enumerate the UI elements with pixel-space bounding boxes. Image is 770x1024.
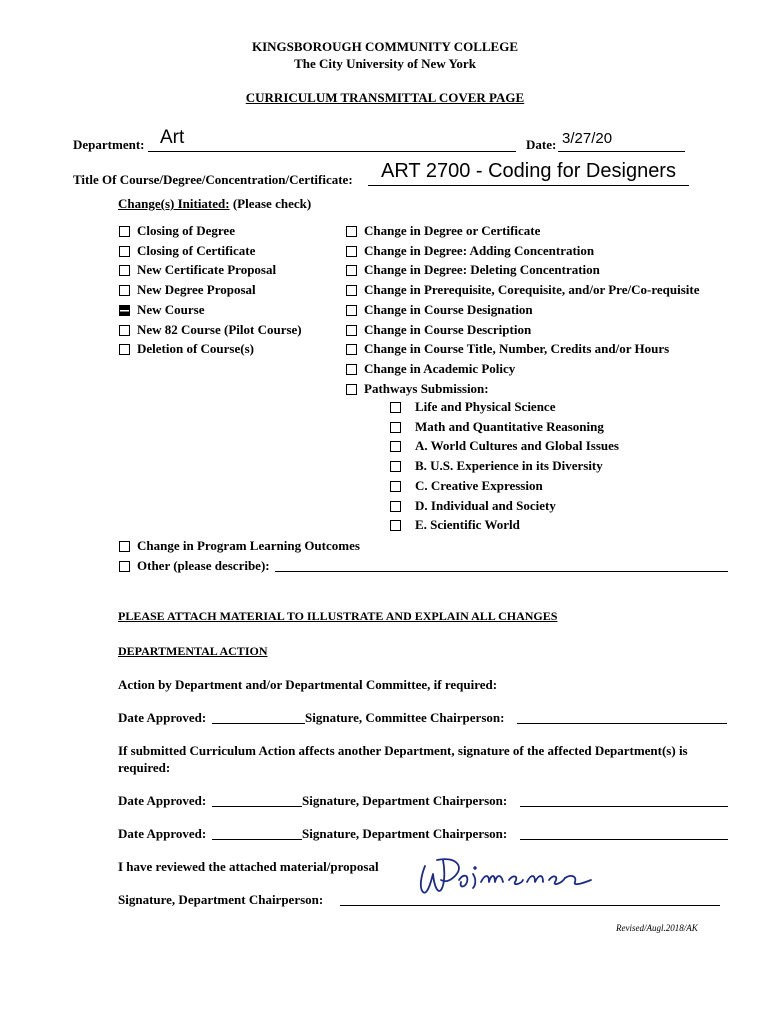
left-option-label: Deletion of Course(s) <box>137 341 254 357</box>
affected-text: If submitted Curriculum Action affects another Department, signature of the affected Department(s) is required: <box>118 743 688 775</box>
bottom-option-label: Change in Program Learning Outcomes <box>137 538 360 553</box>
date-approved-line-2[interactable] <box>212 806 302 807</box>
right-option-label: Change in Degree: Deleting Concentration <box>364 262 600 278</box>
date-underline <box>558 151 685 152</box>
departmental-action-heading: DEPARTMENTAL ACTION <box>118 644 268 658</box>
sig-dept-line-1[interactable] <box>520 806 728 807</box>
right-option-label: Pathways Submission: <box>364 380 489 396</box>
left-option-checkbox[interactable] <box>119 265 130 276</box>
sig-chair-line[interactable] <box>340 905 720 906</box>
right-option-checkbox[interactable] <box>346 364 357 375</box>
signature-image <box>415 852 605 902</box>
right-option-checkbox[interactable] <box>346 325 357 336</box>
sig-chair-label: Signature, Department Chairperson: <box>118 892 324 907</box>
left-option-label: New Certificate Proposal <box>137 262 277 278</box>
title-underline <box>368 185 689 186</box>
left-option-label: New Degree Proposal <box>137 282 256 298</box>
pathways-option-label: C. Creative Expression <box>415 477 543 493</box>
right-option-label: Change in Degree or Certificate <box>364 223 541 238</box>
title-field[interactable]: ART 2700 - Coding for Designers <box>381 160 676 182</box>
date-approved-label-1: Date Approved: <box>118 710 207 725</box>
reviewed-text: I have reviewed the attached material/proposal <box>118 859 379 874</box>
left-option-checkbox[interactable] <box>119 285 130 296</box>
right-option-label: Change in Course Designation <box>364 301 533 317</box>
bottom-option-checkbox[interactable] <box>119 541 130 552</box>
right-option-checkbox[interactable] <box>346 246 357 257</box>
right-option-label: Change in Prerequisite, Corequisite, and/or Pre/Co-requisite <box>364 282 700 298</box>
left-option-checkbox[interactable] <box>119 246 130 257</box>
left-option-checkbox[interactable] <box>119 344 130 355</box>
changes-heading-label: Change(s) Initiated: <box>118 196 230 211</box>
date-approved-label-2: Date Approved: <box>118 793 207 808</box>
left-option-label: Closing of Degree <box>137 223 235 238</box>
right-option-checkbox[interactable] <box>346 285 357 296</box>
left-option-checkbox[interactable] <box>119 305 130 316</box>
action-text: Action by Department and/or Departmental Committee, if required: <box>118 677 498 692</box>
changes-heading-note: (Please check) <box>229 196 312 211</box>
left-option-checkbox[interactable] <box>119 226 130 237</box>
pathways-option-checkbox[interactable] <box>390 402 401 413</box>
right-option-checkbox[interactable] <box>346 344 357 355</box>
right-option-label: Change in Degree: Adding Concentration <box>364 242 595 258</box>
sig-dept-label-1: Signature, Department Chairperson: <box>302 793 508 808</box>
date-approved-line-1[interactable] <box>212 723 305 724</box>
pathways-option-label: D. Individual and Society <box>415 497 556 513</box>
other-underline[interactable] <box>275 571 728 572</box>
pathways-option-label: A. World Cultures and Global Issues <box>415 438 619 454</box>
left-option-label: New 82 Course (Pilot Course) <box>137 321 302 337</box>
sig-dept-label-2: Signature, Department Chairperson: <box>302 826 508 841</box>
pathways-option-checkbox[interactable] <box>390 501 401 512</box>
date-field[interactable]: 3/27/20 <box>562 130 613 147</box>
pathways-option-checkbox[interactable] <box>390 441 401 452</box>
left-option-label: Closing of Certificate <box>137 242 256 258</box>
sig-committee-label: Signature, Committee Chairperson: <box>305 710 505 725</box>
right-option-checkbox[interactable] <box>346 305 357 316</box>
date-approved-line-3[interactable] <box>212 839 302 840</box>
attach-note: PLEASE ATTACH MATERIAL TO ILLUSTRATE AND EXPLAIN ALL CHANGES <box>118 609 558 623</box>
page-title: CURRICULUM TRANSMITTAL COVER PAGE <box>245 90 525 105</box>
left-option-label: New Course <box>137 301 205 317</box>
department-underline <box>148 151 516 152</box>
department-field[interactable]: Art <box>160 127 185 148</box>
sig-committee-line[interactable] <box>517 723 727 724</box>
date-label: Date: <box>526 137 557 152</box>
pathways-option-label: B. U.S. Experience in its Diversity <box>415 458 603 474</box>
right-option-label: Change in Course Description <box>364 321 532 337</box>
pathways-option-checkbox[interactable] <box>390 520 401 531</box>
pathways-option-label: E. Scientific World <box>415 517 520 533</box>
pathways-option-checkbox[interactable] <box>390 481 401 492</box>
title-label: Title Of Course/Degree/Concentration/Certificate: <box>73 172 353 187</box>
right-option-checkbox[interactable] <box>346 384 357 395</box>
revision-footer: Revised/Augl.2018/AK <box>616 923 698 933</box>
pathways-option-checkbox[interactable] <box>390 461 401 472</box>
university-name: The City University of New York <box>294 56 476 71</box>
college-name: KINGSBOROUGH COMMUNITY COLLEGE <box>251 39 519 54</box>
left-option-checkbox[interactable] <box>119 325 130 336</box>
bottom-option-label: Other (please describe): <box>137 557 270 573</box>
pathways-option-checkbox[interactable] <box>390 422 401 433</box>
right-option-label: Change in Course Title, Number, Credits and/or Hours <box>364 341 670 357</box>
pathways-option-label: Life and Physical Science <box>415 399 556 414</box>
right-option-label: Change in Academic Policy <box>364 360 516 376</box>
right-option-checkbox[interactable] <box>346 226 357 237</box>
department-label: Department: <box>73 137 145 152</box>
right-option-checkbox[interactable] <box>346 265 357 276</box>
pathways-option-label: Math and Quantitative Reasoning <box>415 418 604 434</box>
changes-heading <box>118 196 311 212</box>
date-approved-label-3: Date Approved: <box>118 826 207 841</box>
sig-dept-line-2[interactable] <box>520 839 728 840</box>
bottom-option-checkbox[interactable] <box>119 561 130 572</box>
